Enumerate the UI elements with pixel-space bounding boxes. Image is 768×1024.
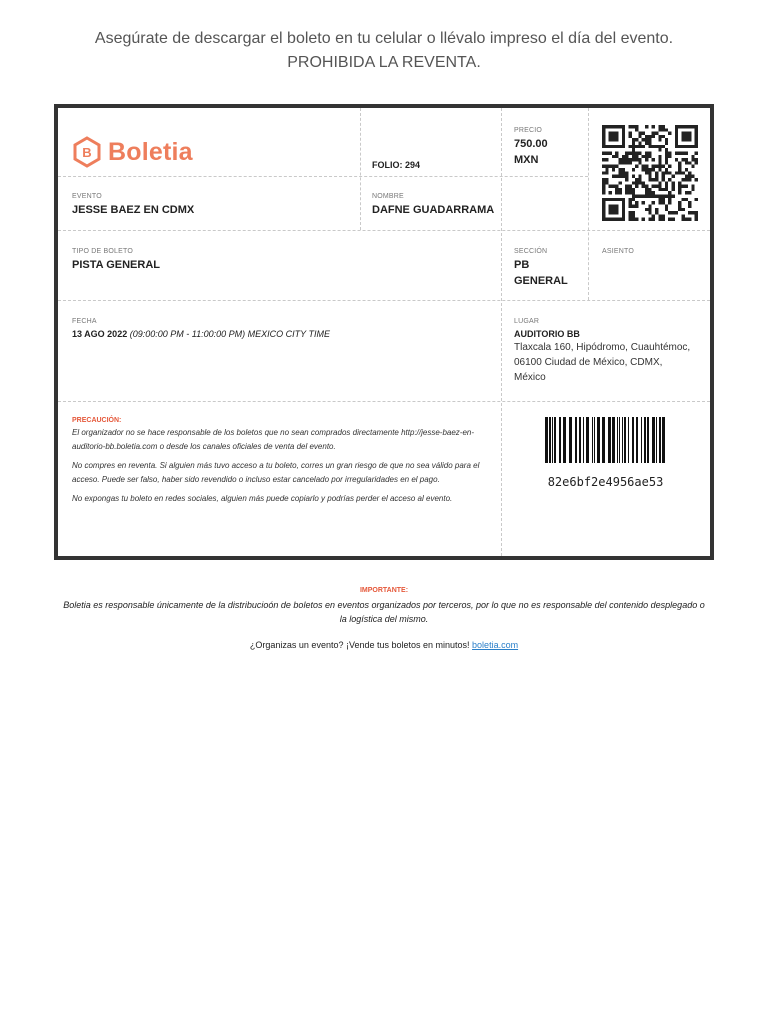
- boletia-logo: [72, 136, 193, 168]
- seccion-label: SECCIÓN: [514, 248, 548, 255]
- ticket-card: [54, 104, 714, 560]
- barcode-code: 82e6bf2e4956ae53: [547, 475, 664, 489]
- brand-name: Boletia: [108, 137, 193, 166]
- lugar-address-3: México: [514, 372, 546, 383]
- barcode-icon: [501, 417, 710, 463]
- fecha-label: FECHA: [72, 318, 97, 325]
- nombre-label: NOMBRE: [372, 193, 404, 200]
- seccion-value-1: PB: [514, 259, 530, 271]
- precaucion-block: [72, 417, 484, 511]
- download-notice: [0, 27, 768, 75]
- boletia-link[interactable]: boletia.com: [472, 640, 519, 650]
- cta-text: ¿Organizas un evento? ¡Vende tus boletos en minutos!: [249, 640, 473, 650]
- boletia-hexagon-logo-icon: [72, 136, 102, 168]
- precaucion-paragraph-2: No compres en reventa. Si alguien más tuvo acceso a tu boleto, corres un gran riesgo de que no sea válido para el acceso. Puede ser falso, haber sido revendido o incluso estar cancelado por irregularidades en el pago.: [72, 461, 480, 484]
- lugar-label: LUGAR: [514, 318, 540, 325]
- tipo-boleto-value: PISTA GENERAL: [72, 259, 161, 271]
- precaucion-paragraph-1: El organizador no se hace responsable de los boletos que no sean comprados directamente http://jesse-baez-en-auditorio-bb.boletia.com o desde los canales oficiales de venta del evento.: [72, 428, 475, 451]
- lugar-address-1: Tlaxcala 160, Hipódromo, Cuauhtémoc,: [514, 342, 691, 353]
- precio-label: PRECIO: [514, 127, 543, 134]
- notice-line-1: Asegúrate de descargar el boleto en tu celular o llévalo impreso el día del evento.: [94, 30, 674, 47]
- evento-label: EVENTO: [72, 193, 102, 200]
- fecha-date: 13 AGO 2022: [72, 329, 128, 339]
- fecha-time: (09:00:00 PM - 11:00:00 PM) MEXICO CITY TIME: [129, 329, 330, 339]
- precaucion-paragraph-3: No expongas tu boleto en redes sociales, alguien más puede copiarlo y podrías perder el acceso al evento.: [72, 494, 453, 503]
- seccion-value-2: GENERAL: [514, 275, 568, 287]
- asiento-label: ASIENTO: [602, 248, 635, 255]
- evento-value: JESSE BAEZ EN CDMX: [72, 204, 195, 216]
- tipo-boleto-label: TIPO DE BOLETO: [72, 248, 134, 255]
- folio-value: FOLIO: 294: [372, 160, 421, 170]
- nombre-value: DAFNE GUADARRAMA: [372, 204, 495, 216]
- lugar-address-2: 06100 Ciudad de México, CDMX,: [514, 357, 663, 368]
- precio-currency: MXN: [514, 154, 539, 166]
- svg-text:B: B: [82, 145, 92, 160]
- lugar-name: AUDITORIO BB: [514, 329, 580, 339]
- notice-line-2: PROHIBIDA LA REVENTA.: [287, 54, 481, 71]
- important-body: Boletia es responsable únicamente de la distribucioón de boletos en eventos organizados por terceros, por lo que no es responsable del contenido desplegado o la logística del mismo.: [63, 600, 705, 624]
- organizer-cta: [0, 640, 768, 650]
- important-title: IMPORTANTE:: [359, 587, 409, 594]
- qr-code-icon: [602, 124, 698, 227]
- precio-value: 750.00: [514, 138, 548, 150]
- precaucion-label: PRECAUCIÓN:: [72, 417, 122, 424]
